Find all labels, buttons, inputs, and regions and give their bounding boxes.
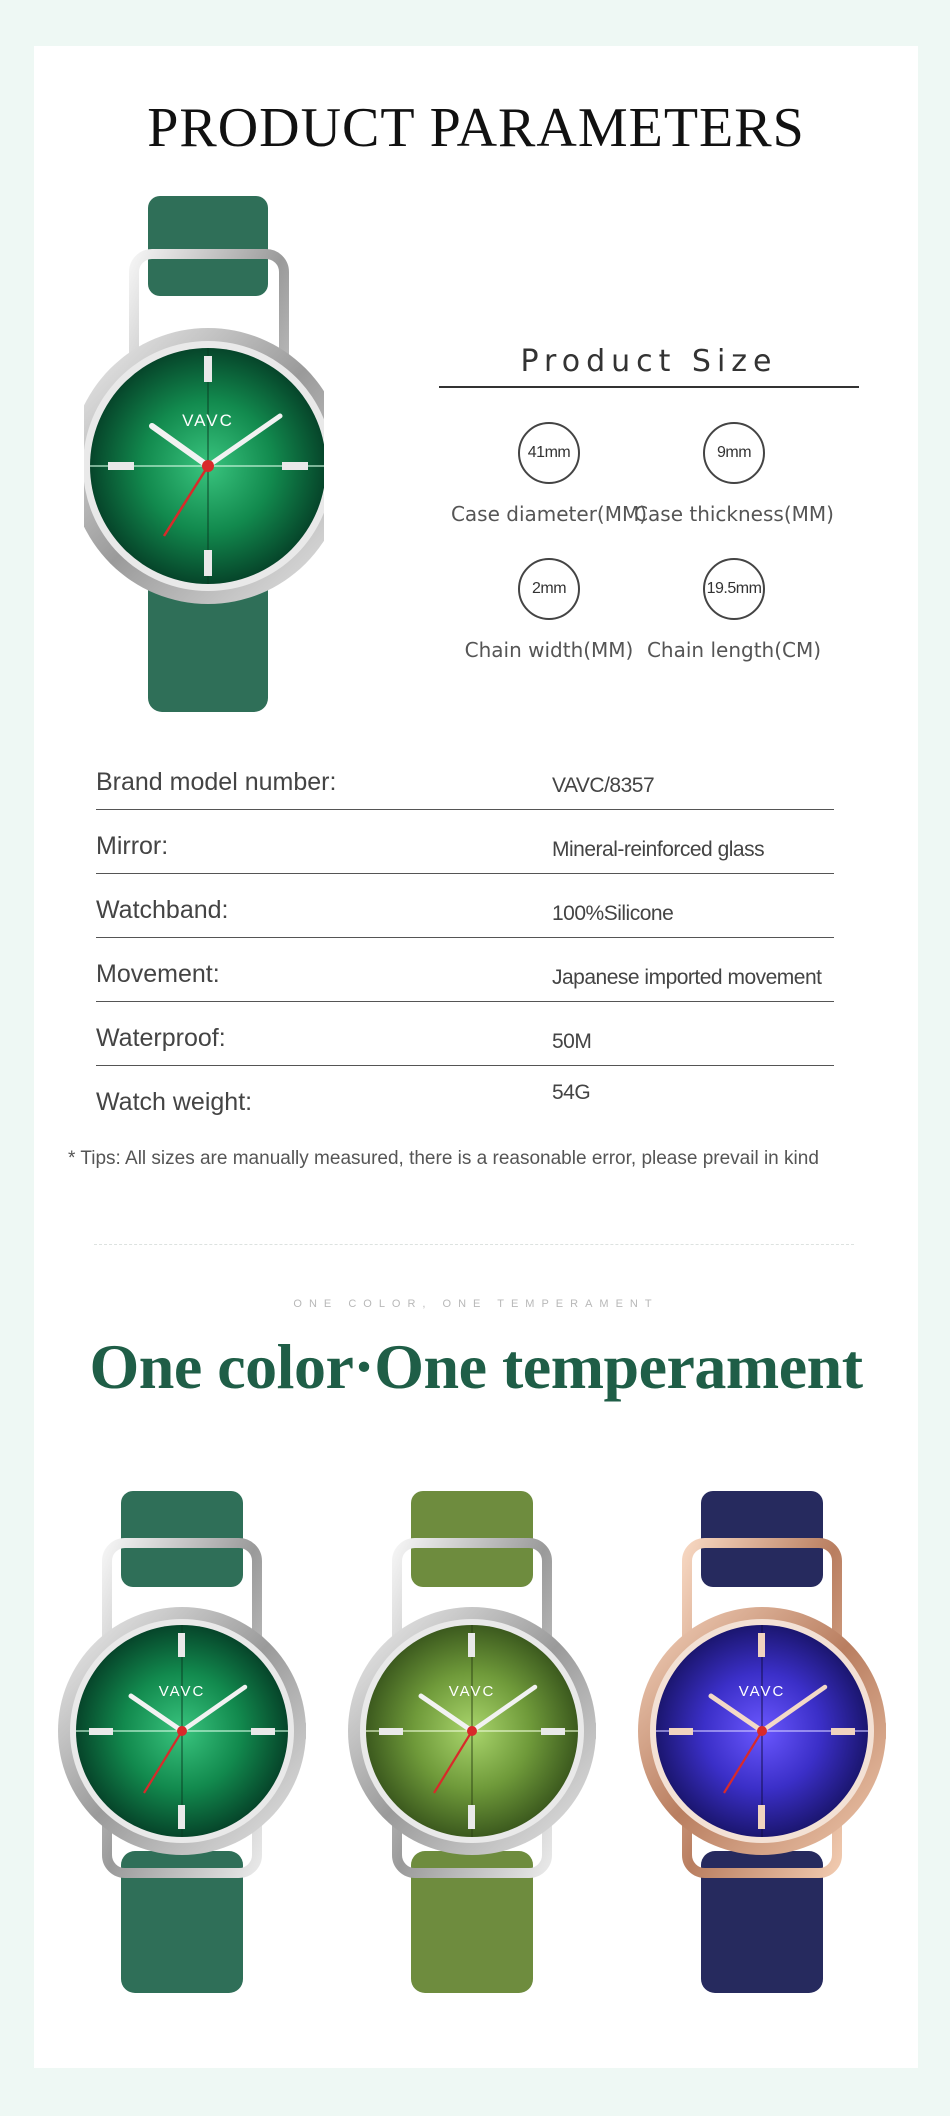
spec-value: Japanese imported movement xyxy=(552,966,822,989)
tips-note: * Tips: All sizes are manually measured, there is a reasonable error, please prevail in kind xyxy=(68,1148,819,1169)
dial-brand-logo: VAVC xyxy=(158,1683,206,1700)
spec-key: Movement: xyxy=(96,960,220,988)
spec-key: Waterproof: xyxy=(96,1024,226,1052)
spec-value: 54G xyxy=(552,1081,591,1104)
size-value-circle: 2mm xyxy=(518,558,580,620)
size-item-case-thickness xyxy=(624,422,844,526)
hour-marker-6 xyxy=(204,550,212,576)
spec-key: Brand model number: xyxy=(96,768,337,796)
size-label: Chain length(CM) xyxy=(646,638,822,662)
page-title: PRODUCT PARAMETERS xyxy=(147,97,805,159)
slogan-heading: One color·One temperament xyxy=(89,1331,863,1402)
dial-brand-logo: VAVC xyxy=(448,1683,496,1700)
spec-row-weight xyxy=(96,1066,834,1129)
spec-row-model xyxy=(96,746,834,810)
spec-key: Mirror: xyxy=(96,832,169,860)
size-value-circle: 9mm xyxy=(703,422,765,484)
size-value-circle: 19.5mm xyxy=(703,558,765,620)
watch-variant-navy xyxy=(629,1491,899,2001)
watch-variant-olive xyxy=(339,1491,609,2001)
size-label: Case thickness(MM) xyxy=(634,502,834,526)
size-value-circle: 41mm xyxy=(518,422,580,484)
spec-key: Watch weight: xyxy=(96,1088,253,1116)
hour-marker-12 xyxy=(204,356,212,382)
spec-row-waterproof xyxy=(96,1002,834,1066)
size-item-chain-length xyxy=(624,558,844,662)
spec-value: 100%Silicone xyxy=(552,902,674,925)
spec-value: 50M xyxy=(552,1030,592,1053)
spec-table xyxy=(96,746,834,1129)
spec-key: Watchband: xyxy=(96,896,229,924)
watch-variant-green xyxy=(49,1491,319,2001)
hero-watch-image xyxy=(84,196,324,746)
dial-brand-logo: VAVC xyxy=(182,411,234,430)
spec-row-mirror xyxy=(96,810,834,874)
spec-value: VAVC/8357 xyxy=(552,774,655,797)
slogan-small: ONE COLOR, ONE TEMPERAMENT xyxy=(293,1298,659,1310)
size-label: Case diameter(MM) xyxy=(450,502,648,526)
section-divider xyxy=(94,1244,854,1245)
spec-value: Mineral-reinforced glass xyxy=(552,838,765,861)
product-size-divider xyxy=(439,386,859,388)
hour-marker-9 xyxy=(108,462,134,470)
spec-row-movement xyxy=(96,938,834,1002)
dial-brand-logo: VAVC xyxy=(738,1683,786,1700)
watch-strap-top xyxy=(148,196,268,296)
product-size-title: Product Size xyxy=(520,344,778,379)
hour-marker-3 xyxy=(282,462,308,470)
product-card xyxy=(34,46,918,2068)
spec-row-watchband xyxy=(96,874,834,938)
size-label: Chain width(MM) xyxy=(464,638,634,662)
